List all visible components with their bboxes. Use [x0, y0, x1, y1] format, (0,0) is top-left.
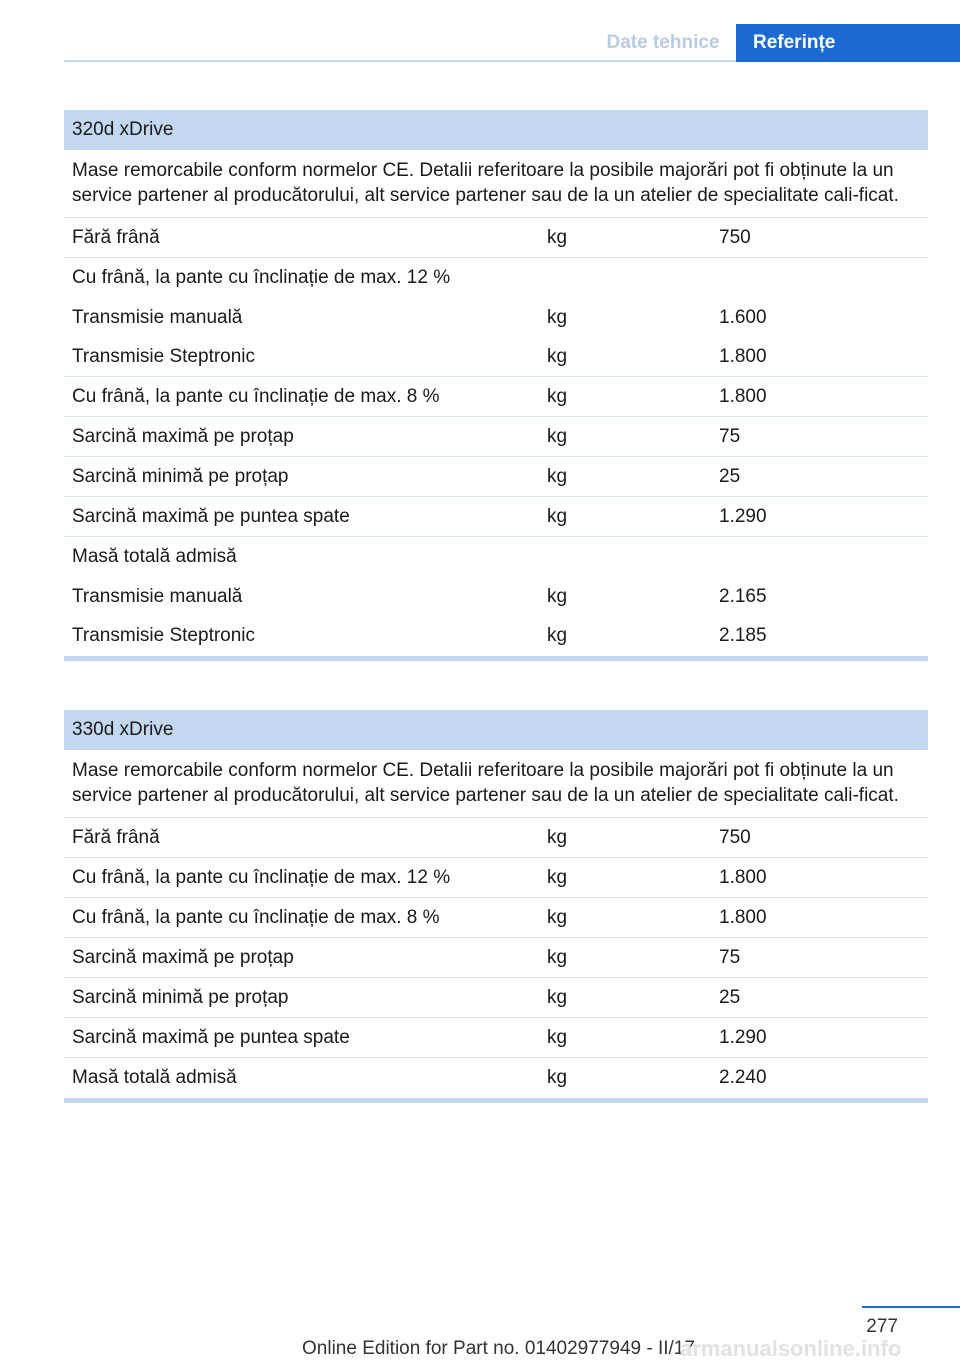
row-label: Sarcină maximă pe puntea spate: [72, 505, 350, 527]
row-label: Sarcină maximă pe proțap: [72, 425, 294, 447]
row-unit: kg: [547, 226, 568, 248]
table-row: [64, 1018, 928, 1058]
row-label: Fără frână: [72, 226, 160, 248]
row-value: 2.165: [719, 585, 767, 607]
tab-referinte[interactable]: Referințe: [736, 24, 960, 62]
edition-text: Online Edition for Part no. 01402977949 - II/17: [302, 1338, 695, 1359]
table-row: [64, 577, 928, 616]
row-label: Cu frână, la pante cu înclinație de max. 8 %: [72, 906, 440, 928]
row-value: 2.240: [719, 1067, 767, 1088]
table-intro: Mase remorcabile conform normelor CE. Detalii referitoare la posibile majorări pot fi obținute la un service partener al producătorului, alt service partener sau de la un atelier de specialitate cali‐ficat.: [64, 150, 928, 218]
spec-table-320d: [64, 110, 928, 661]
table-row: [64, 818, 928, 858]
page-number: 277: [866, 1316, 898, 1337]
row-unit: kg: [547, 1067, 568, 1088]
row-label: Transmisie manuală: [72, 306, 243, 328]
table-bottom-rule: [64, 1098, 928, 1103]
row-label: Transmisie Steptronic: [72, 625, 256, 646]
row-value: 1.800: [719, 385, 767, 407]
table-bottom-rule: [64, 656, 928, 661]
row-label: Sarcină minimă pe proțap: [72, 465, 289, 487]
row-unit: kg: [547, 425, 568, 447]
row-unit: kg: [547, 906, 568, 928]
row-unit: kg: [547, 946, 568, 968]
row-unit: kg: [547, 345, 568, 367]
row-unit: kg: [547, 826, 568, 848]
row-label: Sarcină maximă pe puntea spate: [72, 1026, 350, 1048]
footer-rule: [862, 1306, 960, 1308]
table-row: [64, 337, 928, 377]
table-row: [64, 858, 928, 898]
row-value: 75: [719, 425, 741, 447]
table-row: [64, 537, 928, 577]
table-row: [64, 417, 928, 457]
table-row: [64, 616, 928, 656]
table-row: [64, 218, 928, 258]
row-label: Transmisie manuală: [72, 585, 243, 607]
row-label: Cu frână, la pante cu înclinație de max. 8 %: [72, 385, 440, 407]
table-row: [64, 298, 928, 337]
row-value: 1.800: [719, 866, 767, 888]
row-unit: kg: [547, 306, 568, 328]
table-row: [64, 978, 928, 1018]
table-row: [64, 377, 928, 417]
row-label: Fără frână: [72, 826, 160, 848]
table-row: [64, 258, 928, 298]
table-row: [64, 497, 928, 537]
row-label: Cu frână, la pante cu înclinație de max. 12 %: [72, 267, 451, 288]
row-value: 1.800: [719, 906, 767, 928]
row-unit: kg: [547, 986, 568, 1008]
row-unit: kg: [547, 1026, 568, 1048]
row-unit: kg: [547, 505, 568, 527]
table-intro: Mase remorcabile conform normelor CE. Detalii referitoare la posibile majorări pot fi obținute la un service partener al producătorului, alt service partener sau de la un atelier de specialitate cali‐ficat.: [64, 750, 928, 818]
row-label: Cu frână, la pante cu înclinație de max. 12 %: [72, 866, 451, 888]
row-value: 25: [719, 986, 741, 1008]
row-label: Masă totală admisă: [72, 546, 237, 567]
row-label: Sarcină minimă pe proțap: [72, 986, 289, 1008]
row-value: 750: [719, 226, 751, 248]
row-unit: kg: [547, 465, 568, 487]
row-label: Sarcină maximă pe proțap: [72, 946, 294, 968]
row-value: 1.800: [719, 345, 767, 367]
tab-date-tehnice[interactable]: Date tehnice: [606, 32, 720, 53]
table-row: [64, 1058, 928, 1098]
row-value: 750: [719, 826, 751, 848]
row-value: 2.185: [719, 625, 767, 646]
table-row: [64, 898, 928, 938]
row-value: 1.290: [719, 1026, 767, 1048]
spec-table-330d: [64, 710, 928, 1103]
table-row: [64, 938, 928, 978]
row-value: 1.600: [719, 306, 767, 328]
row-value: 1.290: [719, 505, 767, 527]
row-value: 75: [719, 946, 741, 968]
watermark: armanualsonline.info: [680, 1336, 902, 1361]
table-title: 330d xDrive: [64, 710, 928, 750]
row-unit: kg: [547, 625, 568, 646]
row-unit: kg: [547, 585, 568, 607]
row-label: Transmisie Steptronic: [72, 345, 256, 367]
row-value: 25: [719, 465, 741, 487]
row-unit: kg: [547, 866, 568, 888]
table-title: 320d xDrive: [64, 110, 928, 150]
row-unit: kg: [547, 385, 568, 407]
row-label: Masă totală admisă: [72, 1067, 237, 1088]
table-row: [64, 457, 928, 497]
